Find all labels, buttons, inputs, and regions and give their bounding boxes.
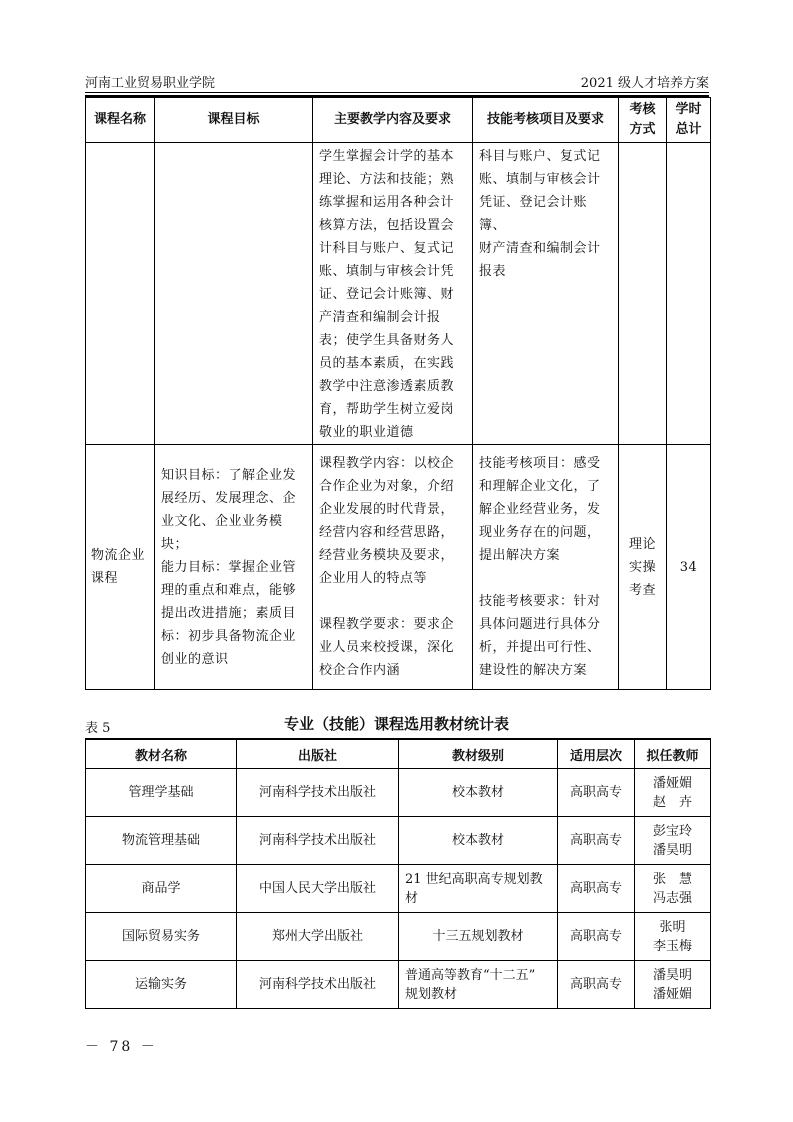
applicable-tier-cell: 高职高专	[558, 769, 635, 817]
textbook-name-cell: 物流管理基础	[86, 817, 237, 865]
applicable-tier-cell: 高职高专	[558, 961, 635, 1009]
table-row	[86, 913, 711, 961]
textbook-name-cell: 运输实务	[86, 961, 237, 1009]
col-header-course-name: 课程名称	[86, 98, 155, 143]
col-header-textbook-level: 教材级别	[399, 739, 558, 769]
col-header-applicable-tier: 适用层次	[558, 739, 635, 769]
textbook-level-cell: 普通高等教育“十二五” 规划教材	[399, 961, 558, 1009]
skill-assessment-cell: 科目与账户、复式记 账、填制与审核会计 凭证、登记会计账簿、 财产清查和编制会计 报表	[473, 143, 619, 445]
table-row	[86, 769, 711, 817]
course-name-cell: 物流企业 课程	[86, 445, 155, 690]
applicable-tier-cell: 高职高专	[558, 913, 635, 961]
teacher-cell: 张明 李玉梅	[635, 913, 711, 961]
textbook-level-cell: 21 世纪高职高专规划教 材	[399, 865, 558, 913]
textbook-name-cell: 商品学	[86, 865, 237, 913]
publisher-cell: 中国人民大学出版社	[237, 865, 399, 913]
table-title: 专业（技能）课程选用教材统计表	[283, 715, 509, 733]
table-row	[86, 961, 711, 1009]
header-rule	[85, 92, 709, 93]
publisher-cell: 河南科学技术出版社	[237, 817, 399, 865]
course-goal-cell: 知识目标：了解企业发 展经历、发展理念、企 业文化、企业业务模块； 能力目标：掌握企业管 理的重点和难点，能够 提出改进措施；素质目 标：初步具备物流企业 创业的意识	[155, 445, 313, 690]
applicable-tier-cell: 高职高专	[558, 865, 635, 913]
col-header-teaching-content: 主要教学内容及要求	[313, 98, 473, 143]
total-hours-cell	[667, 143, 711, 445]
header-school-name: 河南工业贸易职业学院	[85, 76, 216, 91]
teacher-cell: 张 慧 冯志强	[635, 865, 711, 913]
page-number: － 78 －	[85, 1039, 158, 1055]
col-header-course-goal: 课程目标	[155, 98, 313, 143]
textbook-table	[85, 738, 711, 1009]
assessment-method-cell	[619, 143, 667, 445]
col-header-assessment-method: 考核 方式	[619, 98, 667, 143]
col-header-publisher: 出版社	[237, 739, 399, 769]
teacher-cell: 彭宝玲 潘昊明	[635, 817, 711, 865]
col-header-total-hours: 学时 总计	[667, 98, 711, 143]
teacher-cell: 潘娅媚 赵 卉	[635, 769, 711, 817]
publisher-cell: 河南科学技术出版社	[237, 961, 399, 1009]
total-hours-cell: 34	[667, 445, 711, 690]
skill-assessment-cell: 技能考核项目：感受 和理解企业文化，了 解企业经营业务，发 现业务存在的问题， 提出解决方案 技能考核要求：针对 具体问题进行具体分 析，并提出可行性、 建设性的解决方案	[473, 445, 619, 690]
course-name-cell	[86, 143, 155, 445]
table-row	[86, 143, 711, 445]
col-header-textbook-name: 教材名称	[86, 739, 237, 769]
header-plan-title: 2021 级人才培养方案	[580, 76, 709, 91]
course-table	[85, 97, 711, 690]
table-row	[86, 817, 711, 865]
table-row	[86, 865, 711, 913]
course-table-header-row	[86, 98, 711, 143]
textbook-table-header-row	[86, 739, 711, 769]
col-header-teacher: 拟任教师	[635, 739, 711, 769]
table-row	[86, 445, 711, 690]
col-header-skill-assessment: 技能考核项目及要求	[473, 98, 619, 143]
table-number-label: 表 5	[85, 721, 111, 736]
applicable-tier-cell: 高职高专	[558, 817, 635, 865]
course-goal-cell	[155, 143, 313, 445]
publisher-cell: 郑州大学出版社	[237, 913, 399, 961]
textbook-level-cell: 十三五规划教材	[399, 913, 558, 961]
teaching-content-cell: 学生掌握会计学的基本 理论、方法和技能；熟 练掌握和运用各种会计 核算方法，包括设置会 计科目与账户、复式记 账、填制与审核会计凭 证、登记会计账簿、财 产清查和编制会计报 表；使学生具备财务人 员的基本素质，在实践 教学中注意渗透素质教 育，帮助学生树立爱岗 敬业的职业道德	[313, 143, 473, 445]
textbook-level-cell: 校本教材	[399, 817, 558, 865]
teaching-content-cell: 课程教学内容：以校企 合作企业为对象，介绍 企业发展的时代背景， 经营内容和经营思路， 经营业务模块及要求， 企业用人的特点等 课程教学要求：要求企 业人员来校授课，深化 校企合作内涵	[313, 445, 473, 690]
textbook-name-cell: 国际贸易实务	[86, 913, 237, 961]
textbook-name-cell: 管理学基础	[86, 769, 237, 817]
textbook-level-cell: 校本教材	[399, 769, 558, 817]
publisher-cell: 河南科学技术出版社	[237, 769, 399, 817]
assessment-method-cell: 理论 实操 考查	[619, 445, 667, 690]
teacher-cell: 潘昊明 潘娅媚	[635, 961, 711, 1009]
